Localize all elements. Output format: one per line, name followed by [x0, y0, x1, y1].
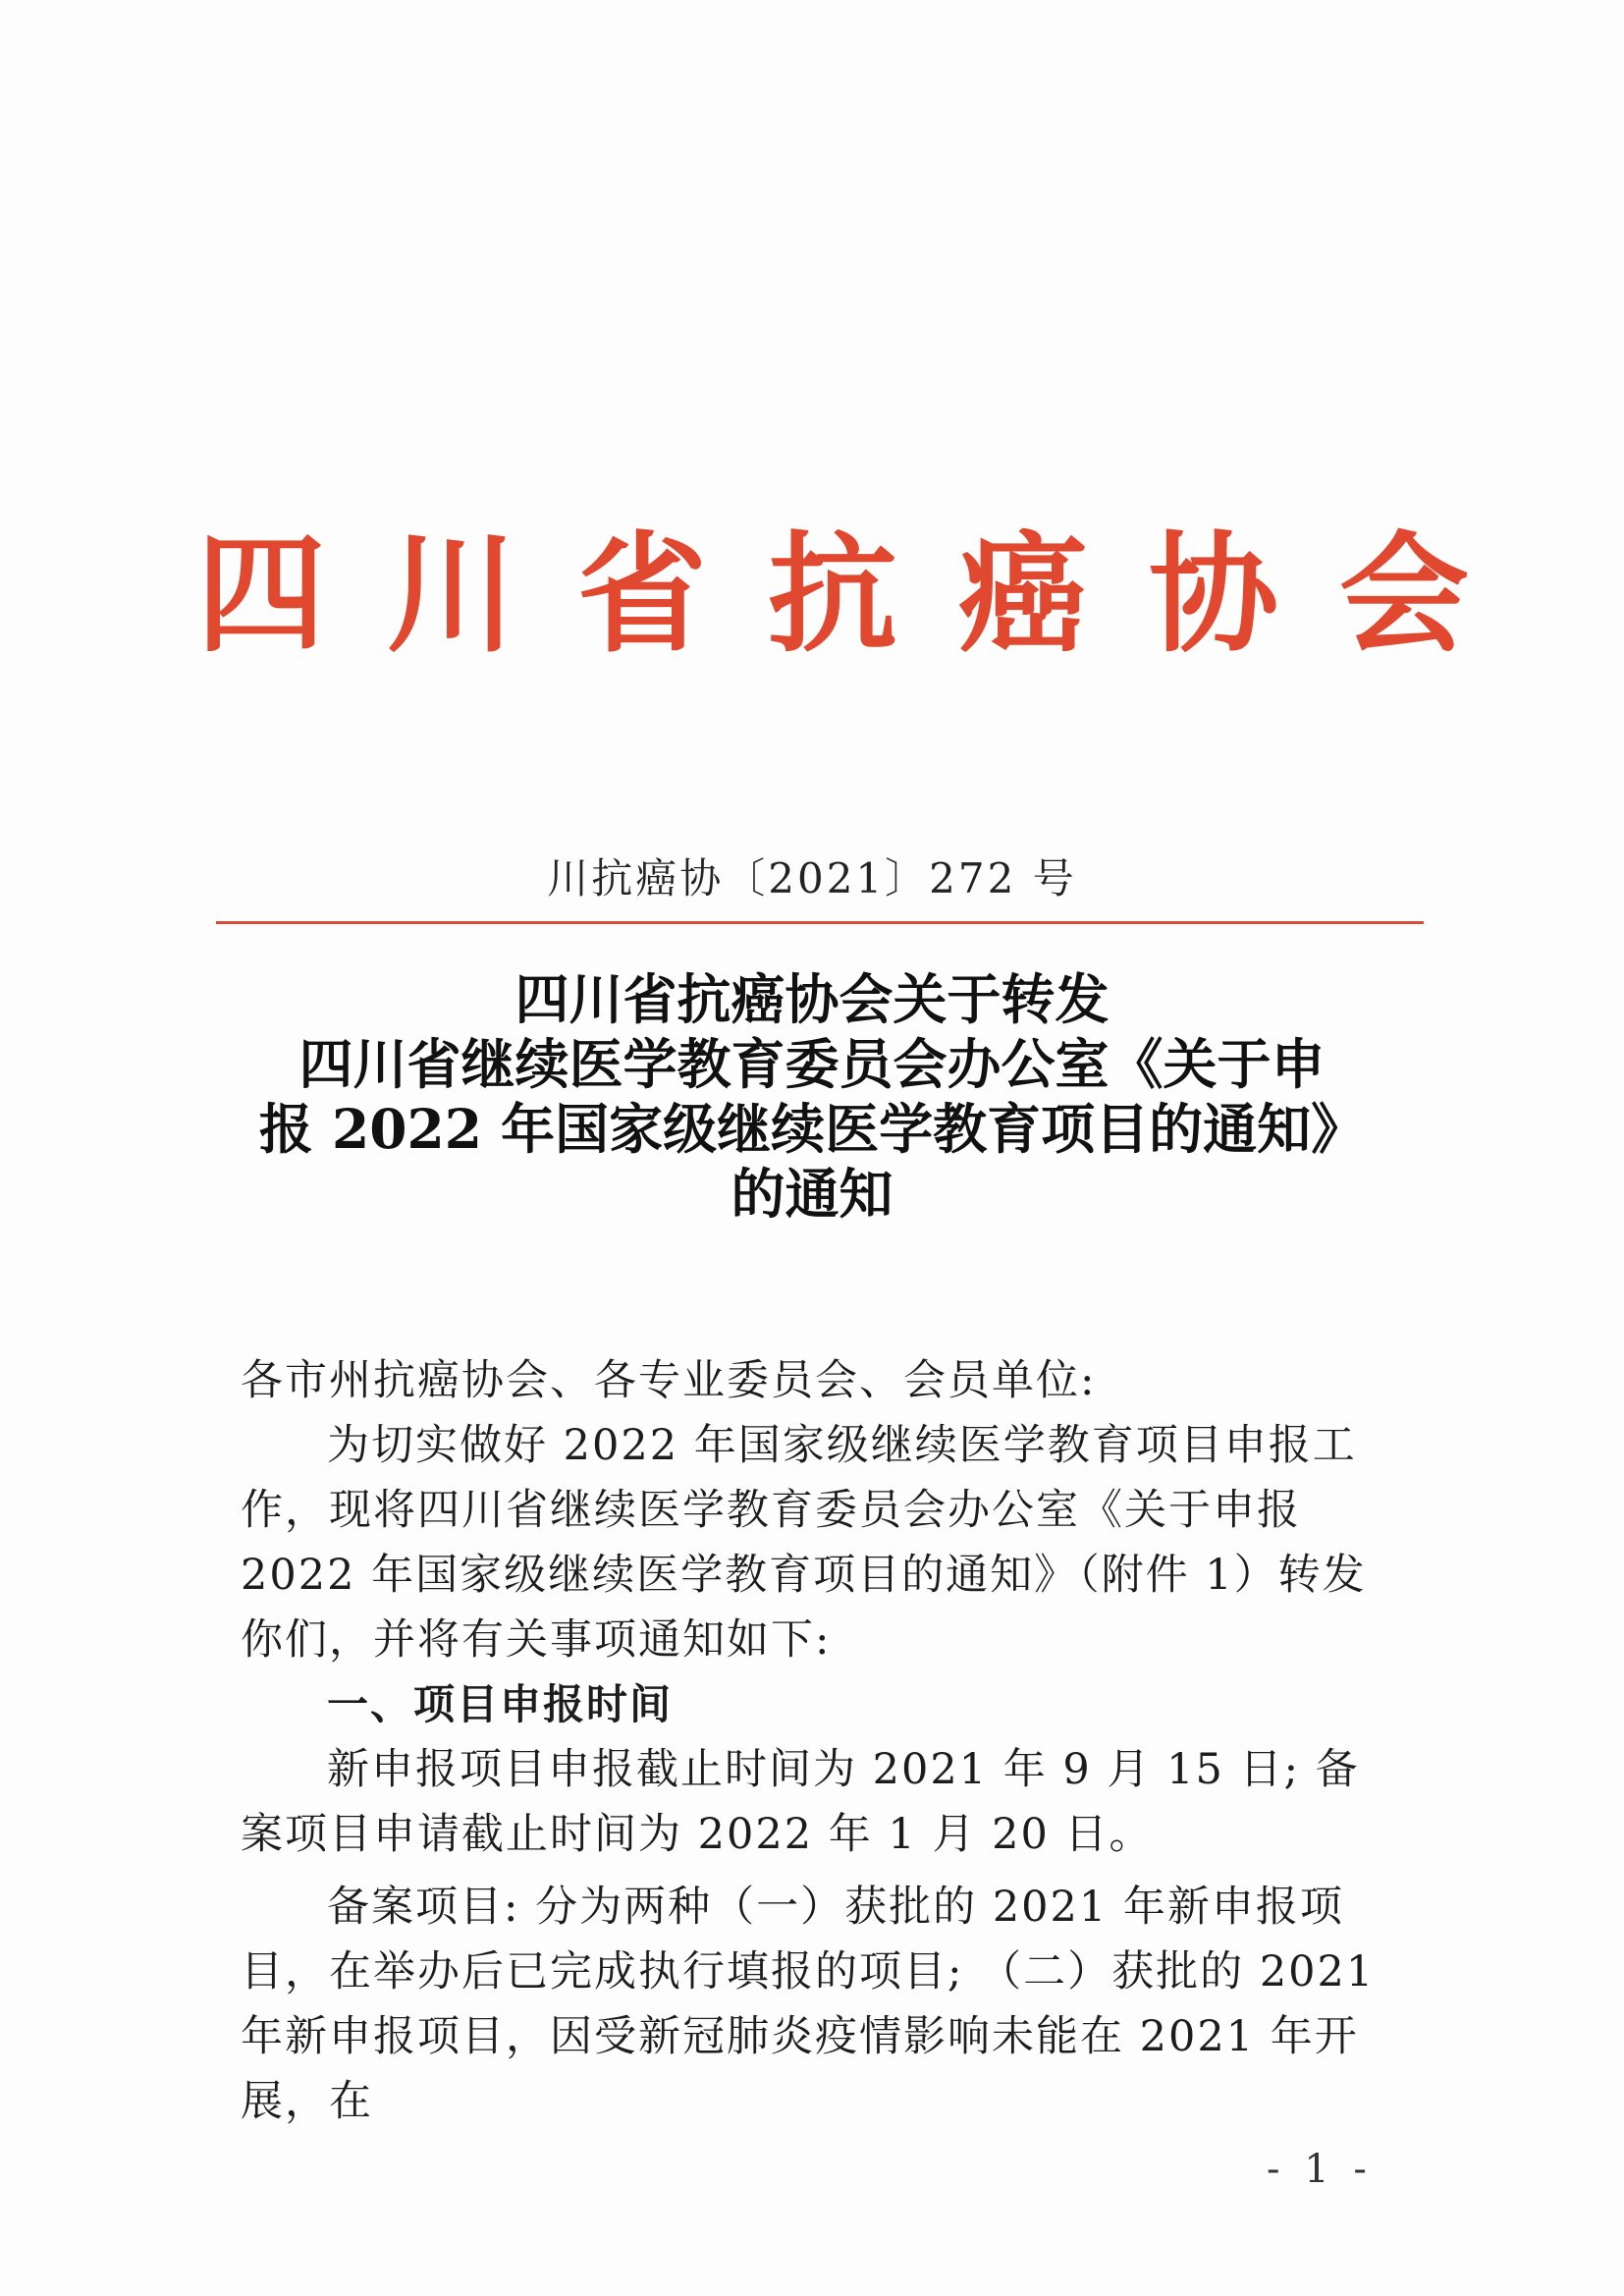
page-number: - 1 - — [1267, 2147, 1373, 2192]
body-paragraph-1: 为切实做好 2022 年国家级继续医学教育项目申报工作，现将四川省继续医学教育委员会办公室《关于申报 2022 年国家级继续医学教育项目的通知》（附件 1）转发你们，并将有关事项通知如下: — [241, 1421, 1367, 1665]
title-line-2: 四川省继续医学教育委员会办公室《关于申 — [298, 1032, 1326, 1096]
document-title — [216, 967, 1408, 1227]
document-number: 川抗癌协〔2021〕272 号 — [547, 854, 1077, 902]
salutation: 各市州抗癌协会、各专业委员会、会员单位: — [241, 1356, 1097, 1405]
document-body — [241, 1348, 1380, 2134]
section-heading-1: 一、项目申报时间 — [327, 1680, 674, 1728]
title-line-3: 报 2022 年国家级继续医学教育项目的通知》 — [258, 1097, 1366, 1161]
body-paragraph-2: 新申报项目申报截止时间为 2021 年 9 月 15 日; 备案项目申请截止时间为 2022 年 1 月 20 日。 — [241, 1745, 1360, 1859]
body-paragraph-3: 备案项目: 分为两种（一）获批的 2021 年新申报项目，在举办后已完成执行填报的项目; （二）获批的 2021 年新申报项目，因受新冠肺炎疫情影响未能在 2021 年开展，在 — [241, 1883, 1376, 2126]
title-line-1: 四川省抗癌协会关于转发 — [514, 967, 1110, 1031]
organization-header: 四川省抗癌协会 — [196, 519, 1530, 671]
title-line-4: 的通知 — [731, 1162, 893, 1226]
red-divider-line — [216, 921, 1424, 924]
